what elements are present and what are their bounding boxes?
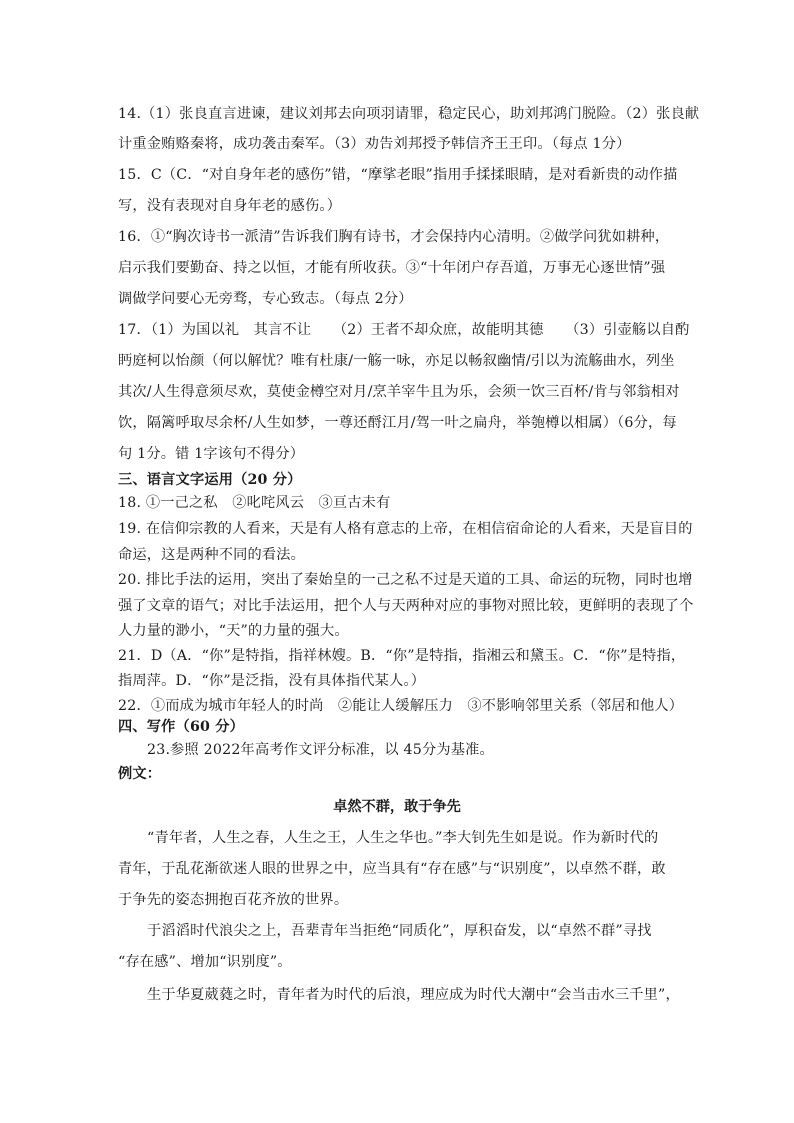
section-four-heading: 四、写作（60 分）	[118, 719, 244, 735]
answer-16-line-2: 启示我们要勤奋、持之以恒，才能有所收获。③“十年闭户存吾道，万事无心逐世情”强	[118, 260, 666, 276]
answer-18: 18. ①一己之私 ②叱咤风云 ③亘古未有	[118, 495, 391, 511]
answer-20-line-2: 强了文章的语气；对比手法运用，把个人与天两种对应的事物对照比较，更鲜明的表现了个	[118, 598, 694, 614]
answer-21-line-2: 指周萍。D．“你”是泛指，没有具体指代某人。）	[118, 673, 426, 689]
answer-23: 23.参照 2022年高考作文评分标准，以 45分为基准。	[147, 742, 494, 758]
answer-17-line-1: 17．（1）为国以礼 其言不让 （2）王者不却众庶，故能明其德 （3）引壶觞以自酌	[118, 322, 690, 338]
essay-paragraph-1-line-2: 青年，于乱花渐欲迷人眼的世界之中，应当具有“存在感”与“识别度”，以卓然不群，敢	[118, 861, 666, 877]
answer-15-line-2: 写，没有表现对自身年老的感伤。）	[118, 198, 342, 214]
answer-16-line-1: 16．①“胸次诗书一派清”告诉我们胸有诗书，才会保持内心清明。②做学问犹如耕种，	[118, 229, 670, 245]
answer-17-line-5: 句 1分。错 1字该句不得分）	[118, 446, 305, 462]
answer-20-line-3: 人力量的渺小，“天”的力量的强大。	[118, 623, 349, 639]
essay-paragraph-1-line-3: 于争先的姿态拥抱百花齐放的世界。	[118, 892, 349, 908]
answer-22: 22．①而成为城市年轻人的时尚 ②能让人缓解压力 ③不影响邻里关系（邻居和他人）	[118, 698, 684, 714]
answer-21-line-1: 21．D（A．“你”是特指，指祥林嫂。B．“你”是特指，指湘云和黛玉。C．“你”是特指，	[118, 648, 686, 664]
section-three-heading: 三、语言文字运用（20 分）	[118, 472, 302, 488]
example-label: 例文：	[118, 766, 162, 782]
answer-14-line-1: 14.（1）张良直言进谏，建议刘邦去向项羽请罪，稳定民心，助刘邦鸿门脱险。（2）张良献	[118, 106, 700, 122]
answer-19-line-1: 19. 在信仰宗教的人看来，天是有人格有意志的上帝，在相信宿命论的人看来，天是盲目的	[118, 521, 693, 537]
answer-15-line-1: 15．C（C．“对自身年老的感伤”错，“摩挲老眼”指用手揉揉眼睛，是对看新贵的动作描	[118, 167, 678, 183]
answer-14-line-2: 计重金贿赂秦将，成功袭击秦军。（3）劝告刘邦授予韩信齐王王印。（每点 1分）	[118, 136, 631, 152]
answer-17-line-4: 饮，隔篱呼取尽余杯/人生如梦，一尊还酹江月/驾一叶之扁舟，举匏樽以相属）（6分，每	[118, 415, 677, 431]
essay-paragraph-2-line-2: “存在感”、增加“识别度”。	[118, 954, 292, 970]
answer-16-line-3: 调做学问要心无旁骛，专心致志。（每点 2分）	[118, 291, 413, 307]
answer-19-line-2: 命运，这是两种不同的看法。	[118, 547, 306, 563]
essay-paragraph-3-line-1: 生于华夏葳蕤之时，青年者为时代的后浪，理应成为时代大潮中“会当击水三千里”，	[147, 987, 680, 1003]
essay-paragraph-1-line-1: “青年者，人生之春，人生之王，人生之华也。”李大钊先生如是说。作为新时代的	[147, 830, 659, 846]
essay-title: 卓然不群，敢于争先	[333, 799, 461, 815]
answer-17-line-2: 眄庭柯以怡颜（何以解忧？唯有杜康/一觞一咏，亦足以畅叙幽情/引以为流觞曲水，列坐	[118, 353, 675, 369]
essay-paragraph-2-line-1: 于滔滔时代浪尖之上，吾辈青年当拒绝“同质化”，厚积奋发，以“卓然不群”寻找	[147, 923, 652, 939]
answer-17-line-3: 其次/人生得意须尽欢，莫使金樽空对月/烹羊宰牛且为乐，会须一饮三百杯/肯与邻翁相对	[118, 384, 680, 400]
answer-20-line-1: 20. 排比手法的运用，突出了秦始皇的一己之私不过是天道的工具、命运的玩物，同时也增	[118, 572, 693, 588]
